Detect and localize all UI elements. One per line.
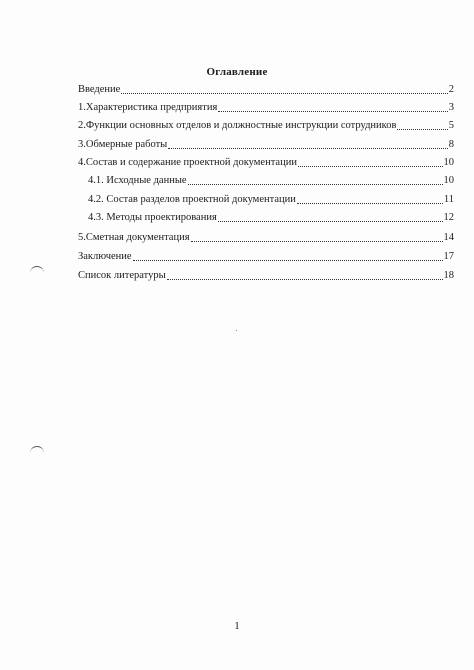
dot-leader: [121, 93, 447, 94]
toc-entry-page: 5: [448, 120, 454, 131]
dot-leader: [218, 111, 447, 112]
toc-entry-page: 14: [443, 232, 454, 243]
toc-entry-page: 2: [448, 84, 454, 95]
dot-leader: [167, 279, 443, 280]
toc-entry-label: Введение: [78, 84, 121, 95]
punch-hole-mark-lower: [30, 446, 44, 455]
toc-entry-section-4-3: [88, 208, 454, 224]
toc-entry-chapter-4: [78, 153, 454, 169]
toc-entry-section-4-2: [88, 190, 454, 206]
toc-entry-label: Заключение: [78, 251, 132, 262]
toc-entry-chapter-1: [78, 98, 454, 114]
toc-entry-label: 2.Функции основных отделов и должностные инструкции сотрудников: [78, 120, 397, 131]
toc-entry-label: 4.1. Исходные данные: [88, 175, 187, 186]
dot-leader: [218, 221, 443, 222]
dot-leader: [188, 184, 443, 185]
toc-entry-introduction: [78, 80, 454, 96]
dot-leader: [191, 241, 443, 242]
toc-entry-page: 18: [443, 270, 454, 281]
toc-entry-chapter-2: [78, 116, 454, 132]
toc-entry-page: 12: [443, 212, 454, 223]
toc-entry-page: 8: [448, 139, 454, 150]
toc-entry-chapter-3: [78, 135, 454, 151]
scan-speck: [236, 330, 237, 331]
dot-leader: [297, 203, 443, 204]
toc-entry-chapter-5: [78, 228, 454, 244]
toc-entry-label: 4.Состав и содержание проектной документации: [78, 157, 297, 168]
toc-entry-label: Список литературы: [78, 270, 166, 281]
toc-entry-page: 17: [443, 251, 454, 262]
toc-entry-section-4-1: [88, 171, 454, 187]
punch-hole-mark-upper: [30, 266, 44, 275]
toc-entry-label: 5.Сметная документация: [78, 232, 190, 243]
toc-entry-label: 4.3. Методы проектирования: [88, 212, 217, 223]
toc-entry-page: 10: [443, 157, 454, 168]
page-number: 1: [234, 620, 240, 632]
toc-title: Оглавление: [206, 66, 268, 78]
toc-entry-label: 3.Обмерные работы: [78, 139, 168, 150]
dot-leader: [397, 129, 447, 130]
dot-leader: [298, 166, 443, 167]
toc-entry-page: 11: [443, 194, 454, 205]
toc-entry-conclusion: [78, 247, 454, 263]
toc-entry-page: 10: [443, 175, 454, 186]
toc-entry-label: 1.Характеристика предприятия: [78, 102, 218, 113]
dot-leader: [133, 260, 443, 261]
dot-leader: [168, 148, 448, 149]
toc-entry-references: [78, 266, 454, 282]
toc-entry-page: 3: [448, 102, 454, 113]
toc-entry-label: 4.2. Состав разделов проектной документации: [88, 194, 296, 205]
